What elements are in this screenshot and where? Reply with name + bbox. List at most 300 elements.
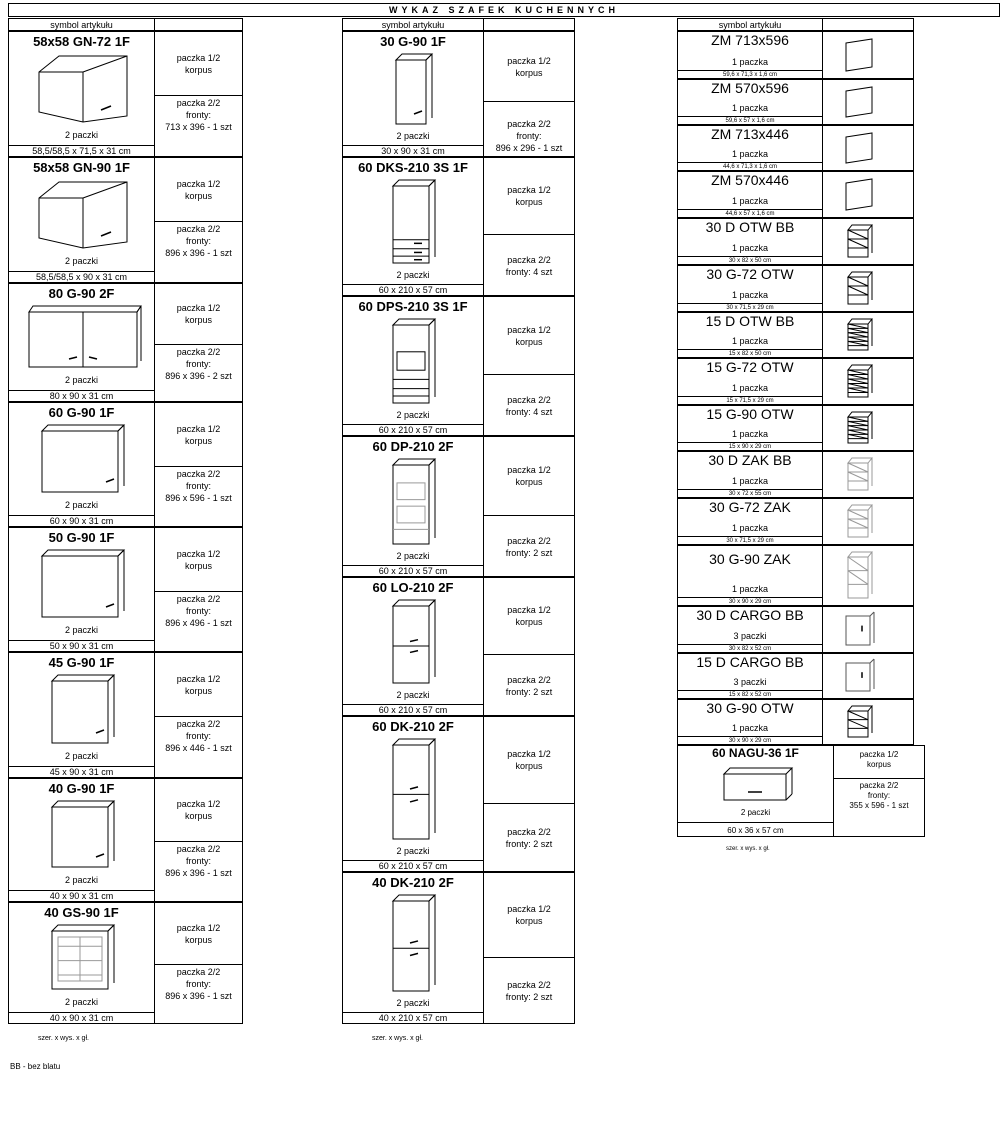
pack-2-label: paczka 2/2 — [859, 781, 899, 790]
divider — [834, 778, 924, 779]
divider — [484, 101, 574, 102]
pack-2-info — [155, 346, 242, 382]
item-drawing — [842, 703, 876, 745]
pack-2-label: paczka 2/2 — [176, 844, 221, 854]
pack-1-content: korpus — [515, 67, 543, 78]
divider — [155, 716, 242, 717]
cabinet-icon — [842, 610, 876, 649]
item-drawing — [842, 129, 876, 171]
pack-2-fronts: fronty: 2 szt — [505, 686, 553, 697]
pack-2-label: paczka 2/2 — [176, 469, 221, 479]
item-name: 40 G-90 1F — [48, 781, 115, 796]
pack-1-info — [155, 423, 242, 447]
cabinet-icon — [392, 50, 436, 128]
pack-2-label: paczka 2/2 — [176, 347, 221, 357]
pack-2-fronts: 713 x 396 - 1 szt — [165, 122, 232, 132]
item-name: 45 G-90 1F — [48, 655, 115, 670]
col3-item — [677, 653, 823, 699]
pack-2-fronts: fronty: 2 szt — [505, 992, 553, 1002]
package-count: 1 paczka — [731, 723, 769, 733]
pack-1-label: paczka 1/2 — [176, 799, 221, 809]
pack-2-info — [484, 254, 574, 278]
cabinet-icon — [389, 176, 439, 267]
item-name: 15 G-90 OTW — [706, 406, 794, 422]
pack-1-info — [484, 55, 574, 79]
dimensions: 60 x 210 x 57 cm — [343, 424, 483, 436]
package-count: 3 paczki — [733, 631, 767, 641]
item-name: 60 DP-210 2F — [372, 439, 454, 454]
col2-item — [342, 716, 484, 872]
cabinet-drawing — [389, 315, 439, 412]
col3-picture — [822, 699, 914, 745]
pack-1-content: korpus — [515, 197, 543, 207]
col3-picture — [822, 451, 914, 498]
item-drawing — [842, 269, 876, 312]
item-name: 60 DPS-210 3S 1F — [358, 299, 468, 314]
pack-1-info — [484, 748, 574, 772]
divider — [155, 221, 242, 222]
pack-1-label: paczka 1/2 — [176, 423, 221, 434]
pack-1-info — [484, 903, 574, 927]
item-name: 30 G-90 OTW — [706, 700, 794, 716]
pack-2-info — [155, 843, 242, 879]
cabinet-icon — [842, 409, 876, 447]
cabinet-icon — [389, 891, 439, 995]
pack-2-fronts: fronty: 2 szt — [505, 839, 553, 849]
item-name: 60 DK-210 2F — [372, 719, 454, 734]
item-drawing — [842, 35, 876, 79]
item-name: 30 G-90 1F — [380, 34, 446, 49]
pack-2-info — [155, 966, 242, 1002]
legend-bb: BB - bez blatu — [10, 1062, 61, 1071]
dimensions: 15 x 82 x 50 cm — [678, 349, 822, 358]
pack-1-info — [155, 922, 242, 946]
col3-picture — [822, 171, 914, 218]
col3-item — [677, 79, 823, 125]
cabinet-icon — [389, 455, 439, 548]
divider — [155, 344, 242, 345]
divider — [155, 841, 242, 842]
package-count: 1 paczka — [731, 103, 769, 113]
cabinet-icon — [48, 921, 118, 993]
package-count: 1 paczka — [731, 57, 769, 67]
cabinet-icon — [842, 703, 876, 741]
package-count: 1 paczka — [731, 149, 769, 159]
col1-item — [8, 31, 155, 157]
package-count: 1 paczka — [731, 196, 769, 206]
cabinet-icon — [33, 176, 133, 252]
col3-picture — [822, 498, 914, 545]
package-count: 2 paczki — [396, 846, 430, 856]
pack-1-info — [155, 52, 242, 76]
dimensions: 60 x 210 x 57 cm — [343, 565, 483, 577]
nagu-packages — [833, 745, 925, 837]
col3-item — [677, 265, 823, 312]
pack-2-fronts: fronty: 2 szt — [505, 547, 553, 558]
col2-packages — [483, 157, 575, 296]
dimensions: 40 x 210 x 57 cm — [343, 1012, 483, 1024]
col3-picture — [822, 545, 914, 606]
col1-packages — [154, 283, 243, 402]
item-name: 30 G-72 OTW — [706, 266, 794, 282]
col2-item — [342, 296, 484, 436]
col2-item — [342, 577, 484, 716]
col3-picture — [822, 125, 914, 171]
divider — [155, 466, 242, 467]
pack-1-content: korpus — [515, 916, 543, 926]
package-count: 3 paczki — [733, 677, 767, 687]
cabinet-drawing — [48, 671, 118, 752]
dimensions: 15 x 71,5 x 29 cm — [678, 396, 822, 405]
package-count: 1 paczka — [731, 290, 769, 300]
col2-item — [342, 436, 484, 577]
dimensions: 60 x 210 x 57 cm — [343, 704, 483, 716]
col3-picture — [822, 312, 914, 358]
pack-2-fronts: fronty: 4 szt — [505, 266, 553, 277]
pack-1-info — [484, 184, 574, 208]
cabinet-icon — [33, 50, 133, 126]
pack-2-content: fronty: — [867, 791, 891, 800]
dimensions: 30 x 82 x 52 cm — [678, 644, 822, 653]
cabinet-icon — [38, 546, 128, 621]
col2-packages — [483, 296, 575, 436]
pack-1-content: korpus — [515, 336, 543, 347]
dimensions: 30 x 90 x 29 cm — [678, 597, 822, 606]
pack-1-label: paczka 1/2 — [176, 178, 221, 189]
col3-header-label: symbol artykułu — [677, 18, 823, 31]
package-count: 1 paczka — [731, 584, 769, 594]
package-count: 2 paczki — [396, 690, 430, 700]
pack-1-label: paczka 1/2 — [176, 303, 221, 313]
dimensions: 40 x 90 x 31 cm — [9, 1012, 154, 1024]
dimensions: 45 x 90 x 31 cm — [9, 766, 154, 778]
pack-1-content: korpus — [184, 64, 212, 75]
dimensions: 80 x 90 x 31 cm — [9, 390, 154, 402]
item-name: 15 G-72 OTW — [706, 359, 794, 375]
item-name: ZM 570x446 — [711, 172, 789, 188]
item-name: 30 G-72 ZAK — [709, 499, 791, 515]
pack-2-info — [484, 535, 574, 559]
item-name: ZM 713x596 — [711, 32, 789, 48]
pack-2-info — [484, 979, 574, 1003]
item-name: 15 D CARGO BB — [696, 654, 804, 670]
divider — [155, 95, 242, 96]
cabinet-drawing — [33, 50, 133, 131]
cabinet-icon — [842, 83, 876, 121]
cabinet-icon — [842, 35, 876, 75]
cabinet-drawing — [33, 176, 133, 257]
pack-1-label: paczka 1/2 — [176, 673, 221, 684]
dimensions: 44,6 x 71,3 x 1,6 cm — [678, 162, 822, 171]
pack-2-label: paczka 2/2 — [507, 254, 551, 265]
item-drawing — [842, 455, 876, 498]
item-name: 60 LO-210 2F — [372, 580, 454, 595]
package-count: 2 paczki — [740, 808, 771, 817]
pack-1-content: korpus — [184, 435, 212, 446]
divider — [155, 591, 242, 592]
pack-1-info — [155, 673, 242, 697]
col3-item — [677, 545, 823, 606]
pack-2-label: paczka 2/2 — [507, 118, 551, 129]
col2-header-label: symbol artykułu — [342, 18, 484, 31]
cabinet-icon — [48, 671, 118, 747]
package-count: 2 paczki — [64, 997, 99, 1007]
pack-1-content: korpus — [515, 761, 543, 771]
col1-packages — [154, 527, 243, 652]
item-name: 30 D CARGO BB — [696, 607, 804, 623]
cabinet-icon — [720, 764, 796, 804]
col3-item — [677, 171, 823, 218]
divider — [484, 654, 574, 655]
pack-2-info — [484, 826, 574, 850]
col3-picture — [822, 79, 914, 125]
col3-header-blank — [822, 18, 914, 31]
item-name: 30 D OTW BB — [705, 219, 795, 235]
package-count: 1 paczka — [731, 476, 769, 486]
pack-2-label: paczka 2/2 — [507, 394, 551, 405]
pack-1-label: paczka 1/2 — [176, 922, 221, 933]
cabinet-icon — [842, 362, 876, 401]
item-name: 30 D ZAK BB — [708, 452, 792, 468]
col3-picture — [822, 218, 914, 265]
col1-item — [8, 283, 155, 402]
cabinet-drawing — [48, 797, 118, 876]
pack-2-fronts: 896 x 396 - 2 szt — [165, 371, 232, 381]
dimensions: 30 x 82 x 50 cm — [678, 256, 822, 265]
pack-2-info — [155, 593, 242, 629]
cabinet-icon — [389, 315, 439, 407]
pack-2-fronts: 896 x 496 - 1 szt — [165, 618, 232, 628]
dims-note-2: szer. x wys. x gł. — [372, 1035, 423, 1042]
dimensions: 30 x 90 x 29 cm — [678, 736, 822, 745]
pack-1-label: paczka 1/2 — [507, 465, 551, 475]
pack-1-label: paczka 1/2 — [507, 55, 551, 66]
col1-packages — [154, 778, 243, 902]
pack-1-label: paczka 1/2 — [176, 548, 221, 559]
dimensions: 58,5/58,5 x 90 x 31 cm — [9, 271, 154, 283]
cabinet-icon — [842, 175, 876, 214]
cabinet-drawing — [38, 421, 128, 501]
cabinet-icon — [389, 735, 439, 843]
pack-2-info — [484, 674, 574, 698]
pack-2-fronts-size: 896 x 296 - 1 szt — [495, 142, 563, 153]
pack-2-label: paczka 2/2 — [507, 980, 551, 990]
dimensions: 30 x 71,5 x 29 cm — [678, 303, 822, 312]
cabinet-icon — [23, 302, 143, 371]
pack-1-content: korpus — [866, 760, 891, 769]
cabinet-icon — [38, 421, 128, 496]
col1-packages — [154, 652, 243, 778]
pack-1-label: paczka 1/2 — [859, 750, 899, 759]
pack-1-content: korpus — [184, 560, 212, 571]
cabinet-drawing — [389, 176, 439, 272]
col3-item — [677, 699, 823, 745]
pack-1-label: paczka 1/2 — [507, 904, 551, 914]
item-drawing — [842, 222, 876, 265]
pack-2-content: fronty: — [185, 359, 211, 369]
divider — [155, 964, 242, 965]
col3-picture — [822, 31, 914, 79]
cabinet-drawing — [23, 302, 143, 376]
dimensions: 15 x 82 x 52 cm — [678, 690, 822, 699]
page-title: WYKAZ SZAFEK KUCHENNYCH — [8, 3, 1000, 17]
item-name: 60 NAGU-36 1F — [712, 746, 799, 760]
divider — [484, 515, 574, 516]
pack-2-label: paczka 2/2 — [176, 594, 221, 604]
pack-2-fronts: 355 x 596 - 1 szt — [849, 801, 909, 810]
col2-item — [342, 31, 484, 157]
pack-2-content: fronty: — [185, 606, 211, 616]
pack-1-content: korpus — [515, 477, 543, 487]
item-name: 58x58 GN-90 1F — [33, 160, 130, 175]
item-name: 60 G-90 1F — [48, 405, 115, 420]
pack-1-label: paczka 1/2 — [507, 749, 551, 759]
dimensions: 60 x 210 x 57 cm — [343, 284, 483, 296]
item-name: 30 G-90 ZAK — [709, 551, 791, 567]
col3-picture — [822, 653, 914, 699]
cabinet-drawing — [720, 764, 796, 809]
package-count: 1 paczka — [731, 429, 769, 439]
divider — [484, 374, 574, 375]
item-name: 58x58 GN-72 1F — [33, 34, 130, 49]
dims-note-3: szer. x wys. x gł. — [726, 846, 770, 852]
pack-2-content: fronty: — [185, 110, 211, 120]
item-drawing — [842, 610, 876, 653]
col1-item — [8, 527, 155, 652]
cabinet-icon — [842, 502, 876, 541]
pack-2-label: paczka 2/2 — [507, 827, 551, 837]
cabinet-drawing — [389, 596, 439, 692]
item-name: 80 G-90 2F — [48, 286, 115, 301]
package-count: 2 paczki — [396, 270, 430, 280]
pack-1-label: paczka 1/2 — [507, 185, 551, 195]
pack-2-content: fronty: — [185, 236, 211, 246]
dimensions: 60 x 90 x 31 cm — [9, 515, 154, 527]
item-drawing — [842, 83, 876, 125]
package-count: 1 paczka — [731, 523, 769, 533]
col3-item — [677, 606, 823, 653]
col2-packages — [483, 872, 575, 1024]
package-count: 2 paczki — [64, 625, 99, 635]
col3-picture — [822, 358, 914, 405]
pack-1-content: korpus — [184, 811, 212, 821]
package-count: 1 paczka — [731, 243, 769, 253]
col3-item — [677, 451, 823, 498]
package-count: 2 paczki — [64, 130, 99, 140]
pack-2-fronts: 896 x 446 - 1 szt — [165, 743, 232, 753]
divider — [484, 957, 574, 958]
divider — [484, 803, 574, 804]
col1-packages — [154, 402, 243, 527]
col1-item — [8, 402, 155, 527]
pack-1-info — [484, 604, 574, 628]
dimensions: 50 x 90 x 31 cm — [9, 640, 154, 652]
col2-packages — [483, 577, 575, 716]
pack-2-fronts: fronty: — [516, 130, 542, 141]
dimensions: 60 x 210 x 57 cm — [343, 860, 483, 872]
pack-1-label: paczka 1/2 — [176, 52, 221, 63]
cabinet-drawing — [389, 891, 439, 1000]
package-count: 2 paczki — [396, 998, 430, 1008]
pack-1-info — [155, 178, 242, 202]
item-name: ZM 713x446 — [711, 126, 789, 142]
cabinet-icon — [842, 222, 876, 261]
pack-1-label: paczka 1/2 — [507, 324, 551, 335]
pack-2-content: fronty: — [185, 481, 211, 491]
cabinet-drawing — [389, 455, 439, 553]
divider — [484, 234, 574, 235]
dimensions: 15 x 90 x 29 cm — [678, 442, 822, 451]
col1-item — [8, 652, 155, 778]
pack-2-content: fronty: — [185, 731, 211, 741]
dimensions: 30 x 90 x 31 cm — [343, 145, 483, 157]
package-count: 2 paczki — [396, 131, 430, 141]
item-name: 15 D OTW BB — [705, 313, 795, 329]
pack-2-label: paczka 2/2 — [507, 535, 551, 546]
item-drawing — [842, 175, 876, 218]
pack-1-info — [484, 464, 574, 488]
pack-2-info — [155, 97, 242, 133]
col2-item — [342, 872, 484, 1024]
cabinet-icon — [48, 797, 118, 871]
col2-header-blank — [483, 18, 575, 31]
col3-item — [677, 405, 823, 451]
item-name: 60 DKS-210 3S 1F — [358, 160, 468, 175]
pack-2-fronts: 896 x 396 - 1 szt — [165, 248, 232, 258]
package-count: 2 paczki — [64, 751, 99, 761]
dims-note-1: szer. x wys. x gł. — [38, 1035, 89, 1042]
pack-2-info — [834, 781, 924, 811]
col1-packages — [154, 157, 243, 283]
cabinet-drawing — [48, 921, 118, 998]
nagu-item — [677, 745, 834, 837]
item-drawing — [842, 657, 876, 699]
col3-item — [677, 218, 823, 265]
dimensions: 60 x 36 x 57 cm — [678, 822, 833, 837]
col3-picture — [822, 405, 914, 451]
package-count: 2 paczki — [64, 875, 99, 885]
package-count: 2 paczki — [64, 500, 99, 510]
pack-2-label: paczka 2/2 — [507, 674, 551, 685]
cabinet-icon — [842, 549, 876, 602]
col3-item — [677, 498, 823, 545]
pack-2-content: fronty: — [185, 979, 211, 989]
dimensions: 59,6 x 71,3 x 1,6 cm — [678, 70, 822, 79]
col3-item — [677, 31, 823, 79]
item-drawing — [842, 316, 876, 358]
pack-1-info — [484, 324, 574, 348]
dimensions: 59,6 x 57 x 1,6 cm — [678, 116, 822, 125]
pack-1-info — [834, 750, 924, 770]
pack-2-fronts: 896 x 596 - 1 szt — [165, 493, 232, 503]
package-count: 2 paczki — [64, 256, 99, 266]
pack-1-content: korpus — [184, 685, 212, 696]
package-count: 1 paczka — [731, 336, 769, 346]
package-count: 2 paczki — [396, 551, 430, 561]
col1-header-blank — [154, 18, 243, 31]
cabinet-icon — [389, 596, 439, 687]
cabinet-icon — [842, 316, 876, 354]
item-drawing — [842, 362, 876, 405]
pack-2-label: paczka 2/2 — [176, 719, 221, 729]
pack-2-info — [484, 118, 574, 154]
pack-2-label: paczka 2/2 — [176, 224, 221, 234]
cabinet-icon — [842, 129, 876, 167]
item-name: 40 GS-90 1F — [44, 905, 119, 920]
col1-item — [8, 902, 155, 1024]
col2-packages — [483, 31, 575, 157]
pack-1-content: korpus — [184, 190, 212, 201]
